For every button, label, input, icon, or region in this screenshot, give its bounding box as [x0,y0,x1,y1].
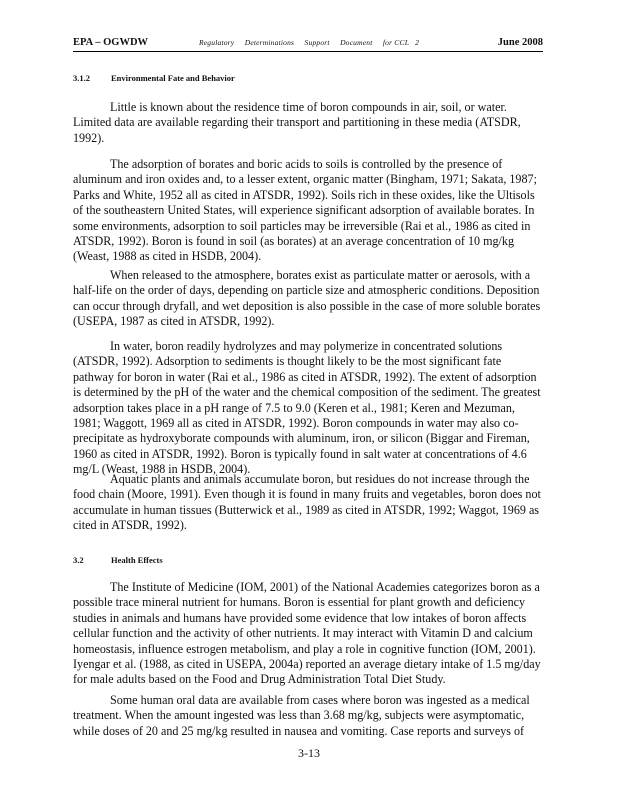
section-number: 3.2 [73,555,84,565]
section-heading-health [73,555,163,565]
page-number: 3-13 [298,746,320,760]
paragraph: In water, boron readily hydrolyzes and may polymerize in concentrated solutions (ATSDR, 1992). Adsorption to sediments is thought likely to be the most significant fate pathway for boron in water (Rai et al., 1986 as cited in ATSDR, 1992). The extent of adsorption is determined by the pH of the water and the chemical composition of the sediment. The greatest adsorption takes place in a pH range of 7.5 to 9.0 (Keren et al., 1981; Keren and Mezuman, 1981; Waggott, 1969 all as cited in ATSDR, 1992). Boron compounds in water may also co-precipitate as hydroxyborate compounds with aluminum, iron, or silicon (Biggar and Fireman, 1960 as cited in ATSDR, 1992). Boron is typically found in salt water at concentrations of 4.6 mg/L (Weast, 1988 in HSDB, 2004). [73,339,541,477]
paragraph: Aquatic plants and animals accumulate boron, but residues do not increase through the food chain (Moore, 1991). Even though it is found in many fruits and vegetables, boron does not accumulate in human tissues (Butterwick et al., 1989 as cited in ATSDR, 1992; Waggot, 1969 as cited in ATSDR, 1992). [73,472,541,533]
section-heading-fate [73,73,235,83]
section-number: 3.1.2 [73,73,90,83]
section-title: Health Effects [111,555,163,565]
header-document-title: Regulatory Determinations Support Document for CCL 2 [199,38,420,47]
paragraph: The Institute of Medicine (IOM, 2001) of the National Academies categorizes boron as a possible trace mineral nutrient for humans. Boron is essential for plant growth and deficiency studies in animals and humans have provided some evidence that low intakes of boron affects cellular function and the activity of other nutrients. It may interact with Vitamin D and calcium homeostasis, influence estrogen metabolism, and play a role in cognitive function (IOM, 2001). Iyengar et al. (1988, as cited in USEPA, 2004a) reported an average dietary intake of 1.5 mg/day for male adults based on the Food and Drug Administration Total Diet Study. [73,580,541,687]
section-title: Environmental Fate and Behavior [111,73,235,83]
paragraph: The adsorption of borates and boric acids to soils is controlled by the presence of aluminum and iron oxides and, to a lesser extent, organic matter (Bingham, 1971; Sakata, 1987; Parks and White, 1952 all as cited in ATSDR, 1992). Soils rich in these oxides, like the Ultisols of the southeastern United States, will experience significant adsorption of available borates. In some environments, adsorption to soil particles may be irreversible (Rai et al., 1986 as cited in ATSDR, 1992). Boron is found in soil (as borates) at an average concentration of 10 mg/kg (Weast, 1988 as cited in HSDB, 2004). [73,157,537,264]
header-agency: EPA – OGWDW [73,37,149,48]
page-header [73,37,543,52]
paragraph: Little is known about the residence time of boron compounds in air, soil, or water. Limited data are available regarding their transport and partitioning in these media (ATSDR, 1992). [73,100,521,145]
header-date: June 2008 [497,37,543,48]
paragraph: When released to the atmosphere, borates exist as particulate matter or aerosols, with a half-life on the order of days, depending on particle size and atmospheric conditions. Deposition can occur through dryfall, and wet deposition is also possible in the case of more soluble borates (USEPA, 1987 as cited in ATSDR, 1992). [73,268,541,329]
paragraph: Some human oral data are available from cases where boron was ingested as a medical treatment. When the amount ingested was less than 3.68 mg/kg, subjects were asymptomatic, while doses of 20 and 25 mg/kg resulted in nausea and vomiting. Case reports and surveys of [73,693,530,738]
